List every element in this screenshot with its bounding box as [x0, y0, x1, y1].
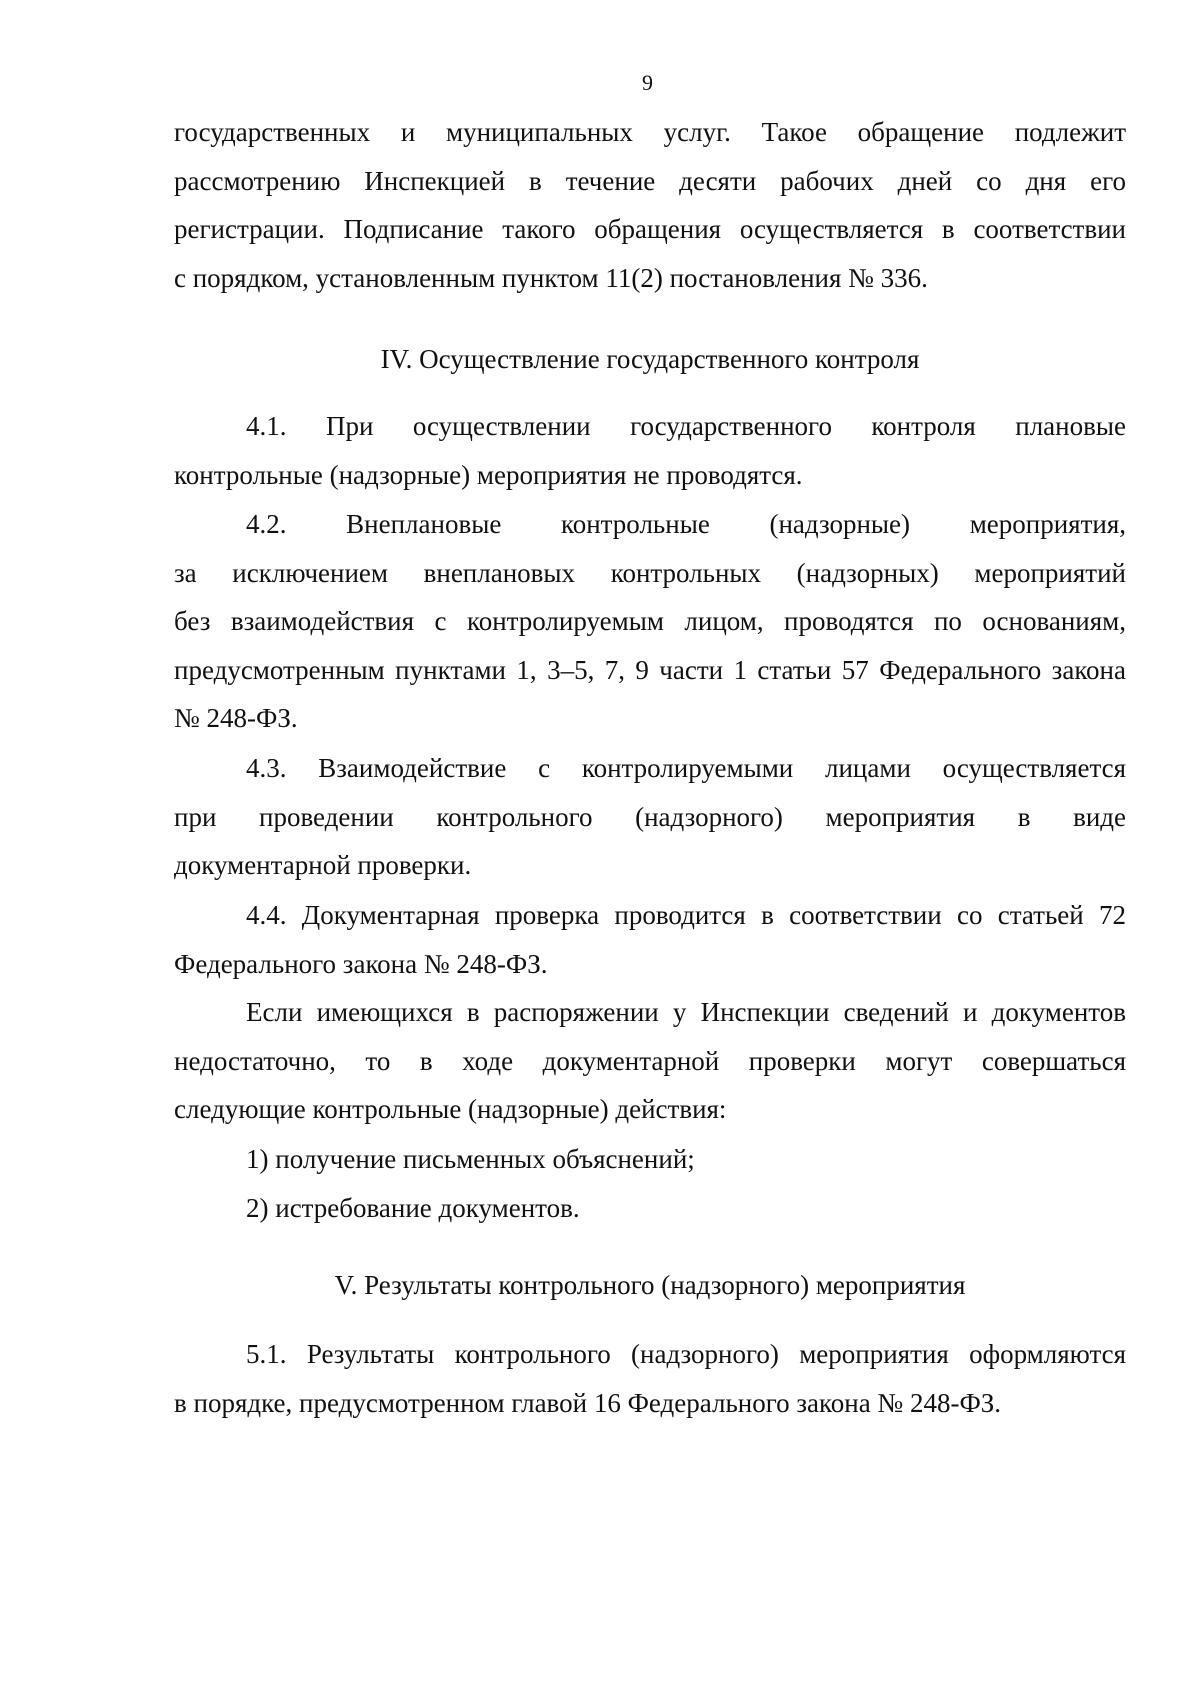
text-line: предусмотренным пунктами 1, 3–5, 7, 9 части 1 статьи 57 Федерального закона: [174, 654, 1126, 685]
text-line: с порядком, установленным пунктом 11(2) постановления № 336.: [174, 262, 928, 293]
text-line: Если имеющихся в распоряжении у Инспекции сведений и документов: [246, 997, 1126, 1027]
text-line: 4.2. Внеплановые контрольные (надзорные) мероприятия,: [246, 509, 1126, 539]
text-line: недостаточно, то в ходе документарной проверки могут совершаться: [174, 1045, 1126, 1076]
section-4-heading-block: [174, 335, 1126, 384]
text-line: без взаимодействия с контролируемым лицом, проводятся по основаниям,: [174, 606, 1126, 636]
paragraph-4-4: [174, 891, 1126, 988]
text-line: 4.1. При осуществлении государственного контроля плановые: [246, 411, 1126, 441]
page-number: 9: [642, 70, 653, 95]
text-line: 4.4. Документарная проверка проводится в соответствии со статьей 72: [246, 900, 1126, 930]
section-heading: V. Результаты контрольного (надзорного) мероприятия: [334, 1270, 966, 1300]
text-line: контрольные (надзорные) мероприятия не проводятся.: [174, 459, 803, 490]
paragraph-4-2: [174, 500, 1126, 743]
text-line: государственных и муниципальных услуг. Такое обращение подлежит: [174, 117, 1126, 147]
list-item: 2) истребование документов.: [246, 1193, 580, 1223]
text-line: 5.1. Результаты контрольного (надзорного) мероприятия оформляются: [246, 1339, 1126, 1369]
text-line: за исключением внеплановых контрольных (надзорных) мероприятий: [174, 557, 1126, 588]
list-item-1: [174, 1135, 1126, 1184]
text-line: документарной проверки.: [174, 850, 472, 880]
text-line: регистрации. Подписание такого обращения осуществляется в соответствии: [174, 214, 1126, 244]
text-line: следующие контрольные (надзорные) действия:: [174, 1094, 727, 1124]
section-5-heading-block: [174, 1261, 1126, 1310]
text-line: в порядке, предусмотренном главой 16 Федерального закона № 248-ФЗ.: [174, 1387, 1002, 1418]
paragraph-5-1: [174, 1330, 1126, 1427]
section-heading: IV. Осуществление государственного контроля: [380, 344, 920, 374]
text-line: рассмотрению Инспекцией в течение десяти рабочих дней со дня его: [174, 165, 1126, 196]
list-item: 1) получение письменных объяснений;: [246, 1144, 695, 1174]
text-line: Федерального закона № 248-ФЗ.: [174, 948, 548, 979]
text-line: при проведении контрольного (надзорного) мероприятия в виде: [174, 801, 1126, 832]
paragraph-documents-insufficient: [174, 988, 1126, 1134]
paragraph-4-3: [174, 744, 1126, 890]
text-line: № 248-ФЗ.: [174, 703, 298, 733]
list-item-2: [174, 1184, 1126, 1233]
intro-paragraph: [174, 108, 1126, 302]
text-line: 4.3. Взаимодействие с контролируемыми лицами осуществляется: [246, 753, 1126, 783]
paragraph-4-1: [174, 402, 1126, 499]
